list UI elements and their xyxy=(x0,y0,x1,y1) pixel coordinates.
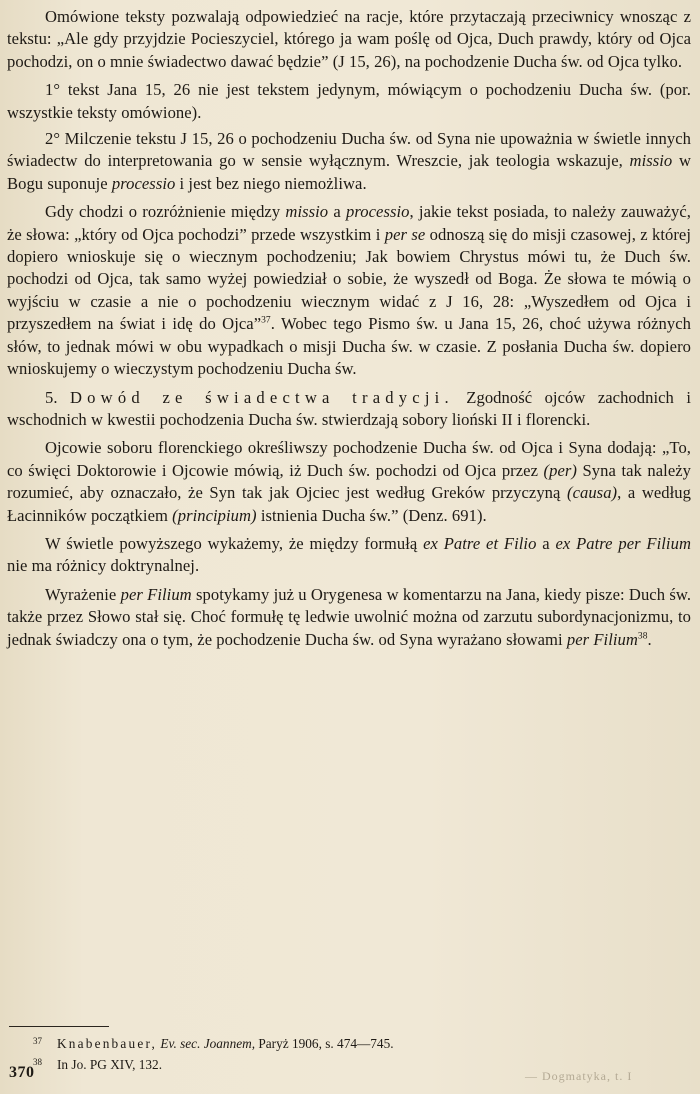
paragraph-intro: Omówione teksty pozwalają odpowiedzieć na racje, które przytaczają przeciwnicy wnosząc z tekstu: „Ale gdy przyjdzie Pocieszyciel, którego ja wam poślę od Ojca, Duch prawdy, który od Ojca pochodzi, on o mnie świadectwo dawać będzie” (J 15, 26), na pochodzenie Ducha św. od Ojca tylko. xyxy=(7,7,691,71)
paragraph-point-1: 1° tekst Jana 15, 26 nie jest tekstem jedynym, mówiącym o pochodzeniu Ducha św. (por. wszystkie teksty omówione). xyxy=(7,80,691,122)
section-5-title: Dowód ze świadectwa tradycji. xyxy=(70,387,454,407)
page-number: 370 xyxy=(9,1064,35,1081)
footnote-38: 38 In Jo. PG XIV, 132. xyxy=(33,1057,163,1072)
body-text xyxy=(7,6,691,657)
paragraph-florence: Ojcowie soboru florenckiego określiwszy pochodzenie Ducha św. od Ojca i Syna dodają: „To, co święci Doktorowie i Ojcowie mówią, iż Duch św. pochodzi od Ojca przez (per) Syna tak należy rozumieć, aby oznaczało, że Syn tak jak Ojciec jest według Greków przyczyną (causa), a według Łacinników początkiem (principium) istnienia Ducha św.” (Denz. 691). xyxy=(7,438,691,525)
bleed-through-text: — Dogmatyka, t. I xyxy=(525,1069,633,1083)
footnotes xyxy=(33,1032,673,1074)
paragraph-point-2: 2° Milczenie tekstu J 15, 26 o pochodzeniu Ducha św. od Syna nie upoważnia w świetle innych świadectw do interpretowania go w sensie wyłącznym. Wreszcie, jak teologia wskazuje, missio w Bogu suponuje processio i jest bez niego niemożliwa. xyxy=(7,129,692,193)
footnote-ref-37: 37 xyxy=(261,315,271,326)
section-5-heading-paragraph: 5. Dowód ze świadectwa tradycji. Zgodność ojców zachodnich i wschodnich w kwestii pochodzenia Ducha św. stwierdzają sobory lioński II i florencki. xyxy=(7,387,691,429)
footnote-37: 37 Knabenbauer, Ev. sec. Joannem, Paryż 1906, s. 474—745. xyxy=(33,1036,394,1051)
paragraph-formula: W świetle powyższego wykażemy, że między formułą ex Patre et Filio a ex Patre per Filium nie ma różnicy doktrynalnej. xyxy=(7,533,691,576)
footnote-separator xyxy=(9,1026,109,1027)
paragraph-missio-processio: Gdy chodzi o rozróżnienie między missio a processio, jakie tekst posiada, to należy zauważyć, że słowa: „który od Ojca pochodzi” przede wszystkim i per se odnoszą się do misji czasowej, z której dopiero wnioskuje się o wiecznym pochodzeniu; Jak bowiem Chrystus mówi tu, że Duch św. pochodzi od Ojca, tak samo wyżej powiedział o sobie, że wyszedł od Boga. Że słowa te mówią o wyjściu w czasie a nie o pochodzeniu wiecznym widać z J 16, 28: „Wyszedłem od Ojca i przyszedłem na świat i idę do Ojca”$^{37}$. Wobec tego Pismo św. u Jana 15, 26, choć używa różnych słów, to jednak mówi w obu wypadkach o misji Ducha św. w czasie. Z posłania Ducha św. dopiero wnioskujemy o wieczystym pochodzeniu Ducha św. xyxy=(7,202,692,379)
paragraph-origen: Wyrażenie per Filium spotykamy już u Orygenesa w komentarzu na Jana, kiedy pisze: Duch św. także przez Słowo stał się. Choć formułę tę ledwie uwolnić można od zarzutu subordynacjonizmu, to jednak świadczy ona o tym, że pochodzenie Ducha św. od Syna wyrażano słowami per Filium$^{38}$. xyxy=(7,584,692,649)
footnote-ref-38: 38 xyxy=(637,631,648,642)
